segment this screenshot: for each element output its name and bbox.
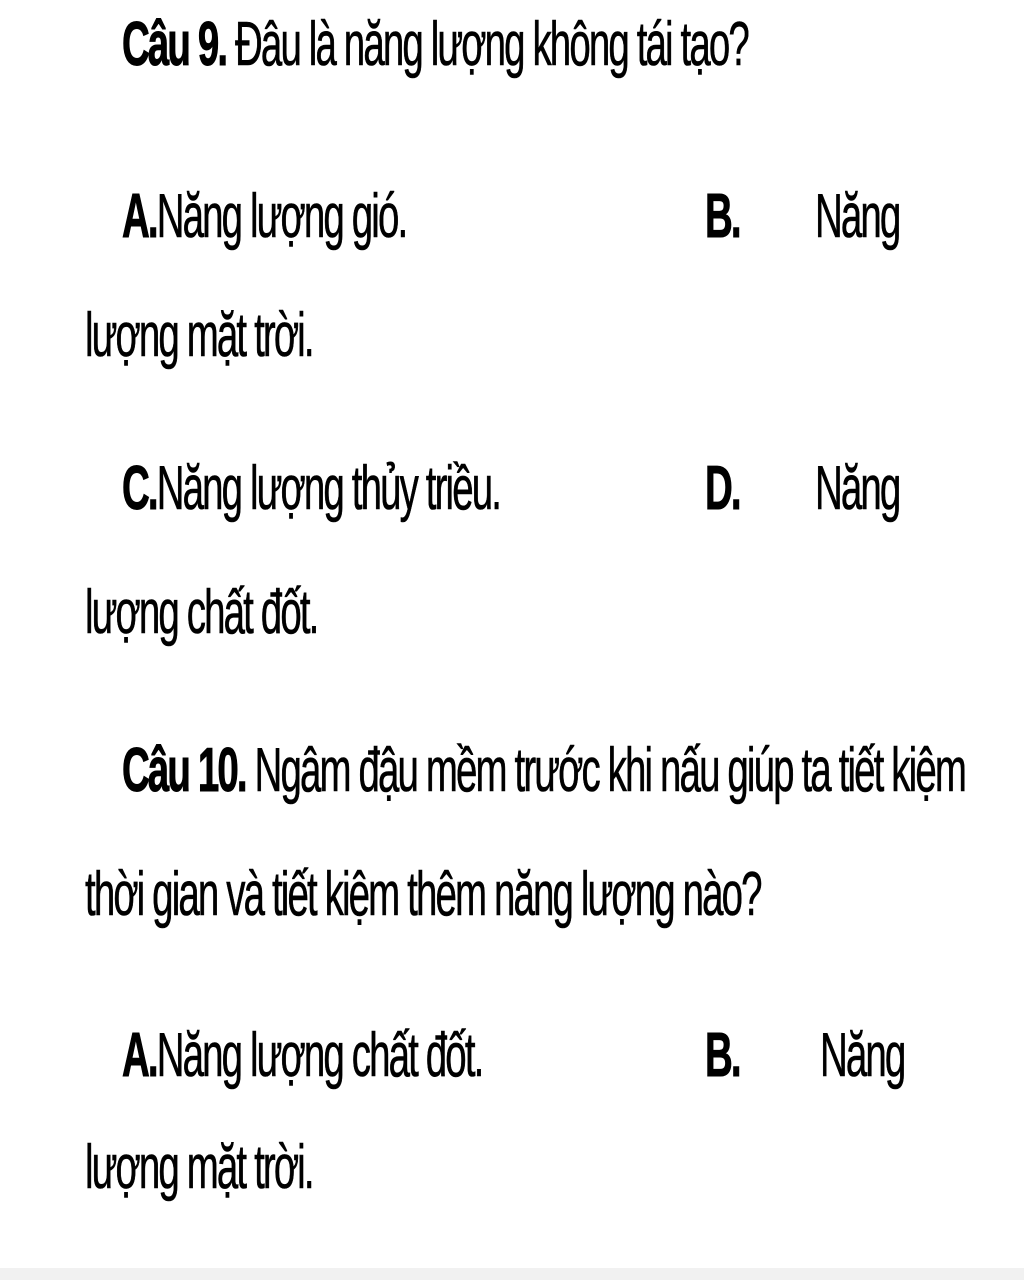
- question-10-number: Câu 10.: [122, 736, 246, 805]
- question-9-option-a: [122, 182, 407, 251]
- question-10-text-line2-wrap: [85, 860, 761, 929]
- question-9-text: Đâu là năng lượng không tái tạo?: [235, 10, 748, 79]
- question-9-option-d-letter: [705, 454, 740, 523]
- question-9-option-d-start: [815, 454, 900, 523]
- q10-option-letter-a: A.: [122, 1021, 157, 1090]
- question-10-option-b-start: [820, 1021, 905, 1090]
- question-9-number: Câu 9.: [122, 10, 227, 79]
- question-10-option-b-continued: [85, 1133, 313, 1202]
- option-text-d-cont: lượng chất đốt.: [85, 578, 318, 647]
- question-9-title: [122, 10, 748, 79]
- option-text-c: Năng lượng thủy triều.: [156, 454, 501, 523]
- question-10-text-line1: Ngâm đậu mềm trước khi nấu giúp ta tiết kiệm: [254, 736, 966, 805]
- option-letter-d: D.: [705, 454, 740, 523]
- option-text-d-start: Năng: [815, 454, 900, 523]
- q10-option-letter-b: B.: [705, 1021, 740, 1090]
- option-letter-a: A.: [122, 182, 157, 251]
- question-9-option-b-letter: [705, 182, 740, 251]
- q10-option-text-a: Năng lượng chất đốt.: [156, 1021, 483, 1090]
- option-text-b-start: Năng: [815, 182, 900, 251]
- question-9-option-c: [122, 454, 501, 523]
- question-9-option-d-continued: [85, 578, 318, 647]
- question-10-text-line2: thời gian và tiết kiệm thêm năng lượng nào?: [85, 860, 761, 929]
- bottom-edge-strip: [0, 1268, 1024, 1280]
- question-9-option-b-continued: [85, 301, 313, 370]
- option-text-b-cont: lượng mặt trời.: [85, 301, 313, 370]
- question-10-option-a: [122, 1021, 483, 1090]
- option-letter-b: B.: [705, 182, 740, 251]
- question-10-title: [122, 736, 966, 805]
- option-text-a: Năng lượng gió.: [156, 182, 407, 251]
- question-10-option-b-letter: [705, 1021, 740, 1090]
- q10-option-text-b-start: Năng: [820, 1021, 905, 1090]
- q10-option-text-b-cont: lượng mặt trời.: [85, 1133, 313, 1202]
- question-9-option-b-start: [815, 182, 900, 251]
- option-letter-c: C.: [122, 454, 157, 523]
